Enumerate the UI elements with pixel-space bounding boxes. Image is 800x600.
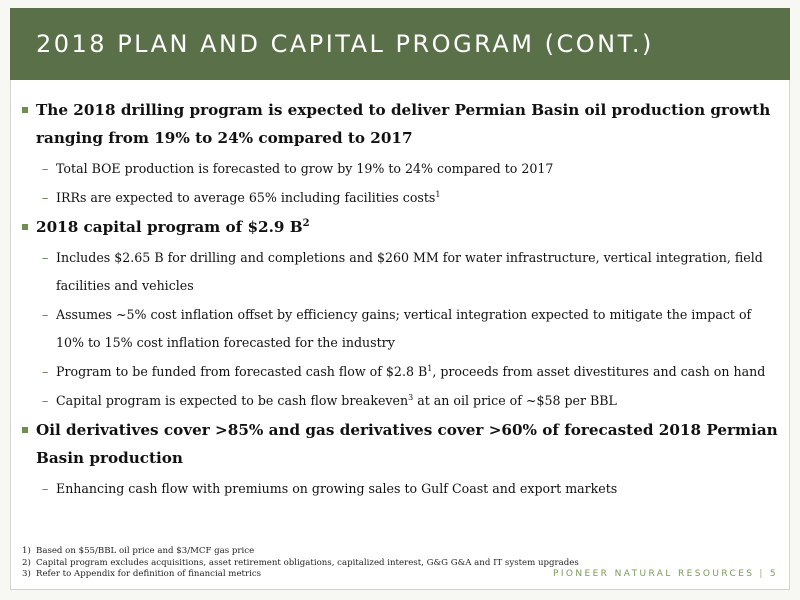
sub-bullet-text-continued: , proceeds from asset divestitures and cash on hand [432,364,766,379]
header-bar [10,8,790,80]
footnotes [22,546,582,581]
square-bullet-icon [22,107,28,113]
square-bullet-icon [22,427,28,433]
dash-bullet-icon: – [42,393,49,408]
footnote-number: 1) [22,546,31,556]
footnote-2 [22,558,582,570]
footnote-text: Refer to Appendix for definition of financial metrics [36,569,262,579]
footnote-ref: 2 [302,217,310,229]
bullet-derivatives [22,416,782,472]
square-bullet-icon [22,224,28,230]
footnote-ref: 3 [408,392,414,402]
footer-brand [553,569,778,579]
sub-bullet-funding [22,358,782,386]
company-name: PIONEER NATURAL RESOURCES [553,569,755,579]
dash-bullet-icon: – [42,307,49,322]
slide-body [22,96,782,504]
footnote-number: 2) [22,557,31,568]
sub-bullet-text: Enhancing cash flow with premiums on growing sales to Gulf Coast and export markets [56,481,618,496]
sub-bullet-irrs [22,184,782,212]
sub-bullet-breakeven [22,387,782,415]
sub-bullet-text: Assumes ~5% cost inflation offset by efficiency gains; vertical integration expected to mitigate the impact of 10% to 15% cost inflation forecasted for the industry [56,307,752,350]
bullet-text: The 2018 drilling program is expected to deliver Permian Basin oil production growth ranging from 19% to 24% compared to 2017 [36,101,771,147]
sub-bullet-premiums [22,475,782,503]
bullet-text: Oil derivatives cover >85% and gas derivatives cover >60% of forecasted 2018 Permian Basin production [36,421,778,467]
sub-bullet-cost-inflation [22,301,782,357]
sub-bullet-text: Includes $2.65 B for drilling and completions and $260 MM for water infrastructure, vertical integration, field facilities and vehicles [56,250,763,293]
bullet-text: 2018 capital program of $2.9 B [36,218,303,236]
dash-bullet-icon: – [42,481,49,496]
sub-bullet-text: Total BOE production is forecasted to grow by 19% to 24% compared to 2017 [56,161,554,176]
sub-bullet-text: Program to be funded from forecasted cash flow of $2.8 B [56,364,428,379]
footnote-text: Based on $55/BBL oil price and $3/MCF gas price [36,546,255,556]
page-title: 2018 PLAN AND CAPITAL PROGRAM (CONT.) [36,30,654,58]
dash-bullet-icon: – [42,190,49,205]
dash-bullet-icon: – [42,364,49,379]
footer-separator: | [759,569,765,579]
dash-bullet-icon: – [42,161,49,176]
footnote-3 [22,569,582,581]
footnote-text: Capital program excludes acquisitions, asset retirement obligations, capitalized interest, G&G G&A and IT system upgrades [36,557,579,568]
footnote-1 [22,546,582,558]
footnote-ref: 1 [435,189,441,199]
sub-bullet-text: Capital program is expected to be cash flow breakeven [56,393,409,408]
sub-bullet-text-continued: at an oil price of ~$58 per BBL [413,393,617,408]
bullet-capital-program [22,213,782,241]
sub-bullet-boe-production [22,155,782,183]
sub-bullet-drilling-completions [22,244,782,300]
dash-bullet-icon: – [42,250,49,265]
bullet-drilling-program [22,96,782,152]
footnote-ref: 1 [427,363,433,373]
footnote-number: 3) [22,569,31,579]
page-number: 5 [769,569,778,579]
sub-bullet-text: IRRs are expected to average 65% including facilities costs [56,190,436,205]
